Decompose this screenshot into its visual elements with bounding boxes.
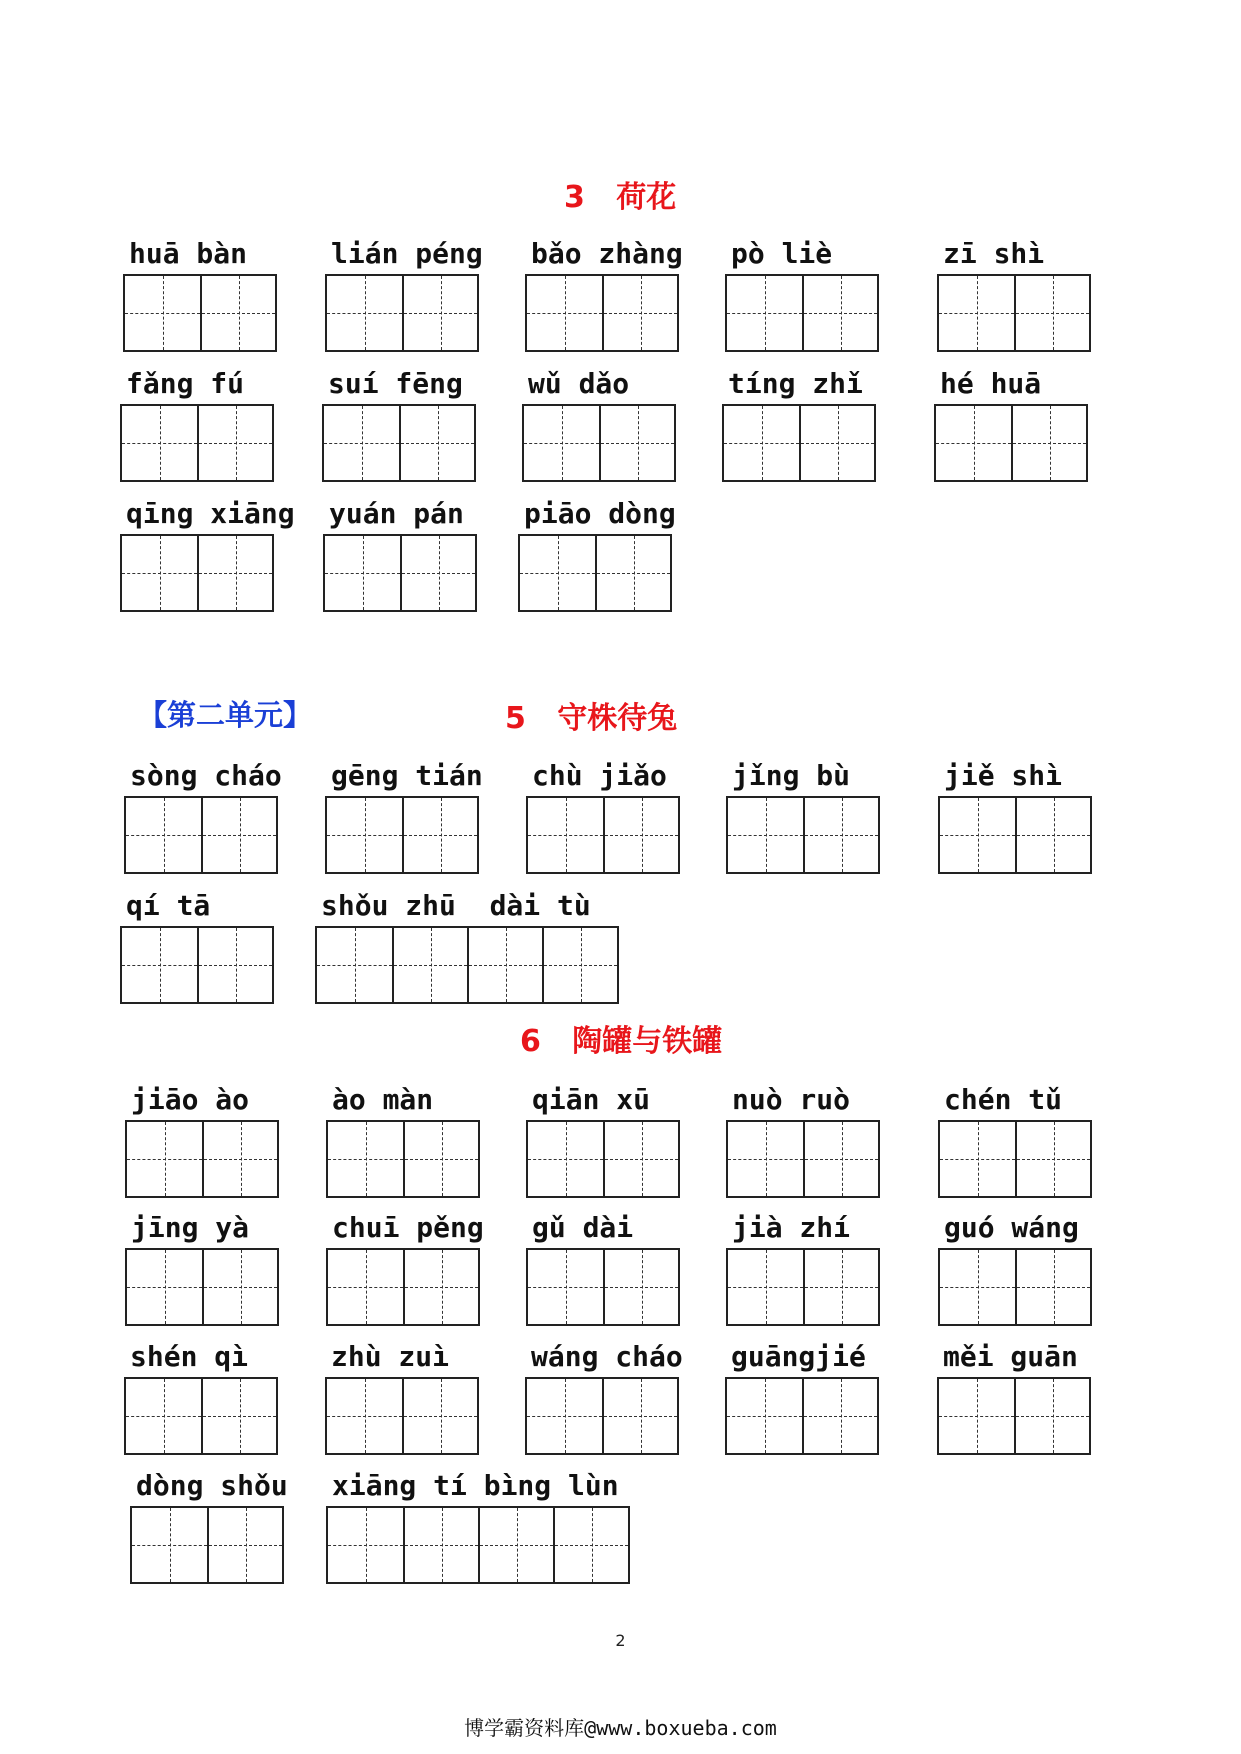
- character-box[interactable]: [403, 1122, 478, 1196]
- pinyin-label: fǎng fú: [126, 367, 245, 400]
- character-box[interactable]: [200, 276, 275, 350]
- character-box[interactable]: [201, 798, 276, 872]
- lesson-title-6: [520, 1016, 722, 1060]
- character-box[interactable]: [402, 798, 477, 872]
- pinyin-label: tíng zhǐ: [728, 367, 863, 400]
- tianzige-grid[interactable]: [938, 1248, 1092, 1326]
- tianzige-grid[interactable]: [934, 404, 1088, 482]
- pinyin-label: qiān xū: [532, 1083, 651, 1116]
- character-box[interactable]: [727, 276, 802, 350]
- tianzige-grid[interactable]: [322, 404, 476, 482]
- character-box[interactable]: [402, 276, 477, 350]
- character-box[interactable]: [202, 1122, 277, 1196]
- character-box[interactable]: [201, 1379, 276, 1453]
- character-box[interactable]: [327, 276, 402, 350]
- character-box[interactable]: [1011, 406, 1086, 480]
- character-box[interactable]: [327, 798, 402, 872]
- tianzige-grid[interactable]: [526, 1120, 680, 1198]
- character-box[interactable]: [392, 928, 467, 1002]
- pinyin-label: dòng shǒu: [136, 1469, 288, 1502]
- tianzige-grid[interactable]: [325, 1377, 479, 1455]
- pinyin-label: zī shì: [943, 237, 1045, 270]
- pinyin-label: shén qì: [130, 1340, 249, 1373]
- character-box[interactable]: [599, 406, 674, 480]
- pinyin-label: guó wáng: [944, 1211, 1079, 1244]
- character-box[interactable]: [727, 1379, 802, 1453]
- pinyin-label: nuò ruò: [732, 1083, 851, 1116]
- character-box[interactable]: [400, 536, 475, 610]
- character-box[interactable]: [1015, 798, 1090, 872]
- character-box[interactable]: [542, 928, 617, 1002]
- character-box[interactable]: [327, 1379, 402, 1453]
- tianzige-grid[interactable]: [726, 1120, 880, 1198]
- character-box[interactable]: [127, 1122, 202, 1196]
- tianzige-grid[interactable]: [326, 1248, 480, 1326]
- pinyin-label: jǐng bù: [732, 759, 851, 792]
- pinyin-label: xiāng tí bìng lùn: [332, 1469, 619, 1502]
- character-box[interactable]: [317, 928, 392, 1002]
- tianzige-grid[interactable]: [120, 534, 274, 612]
- lesson-name: 守株待兔: [557, 701, 678, 736]
- character-box[interactable]: [1015, 1122, 1090, 1196]
- pinyin-label: jià zhí: [732, 1211, 851, 1244]
- tianzige-grid[interactable]: [325, 796, 479, 874]
- character-box[interactable]: [728, 1250, 803, 1324]
- character-box[interactable]: [478, 1508, 553, 1582]
- footer-watermark: 博学霸资料库@www.boxueba.com: [464, 1716, 777, 1740]
- character-box[interactable]: [402, 1379, 477, 1453]
- character-box[interactable]: [595, 536, 670, 610]
- character-box[interactable]: [728, 798, 803, 872]
- tianzige-grid[interactable]: [120, 926, 274, 1004]
- pinyin-label: yuán pán: [329, 497, 464, 530]
- tianzige-grid[interactable]: [937, 274, 1091, 352]
- character-box[interactable]: [122, 928, 197, 1002]
- tianzige-grid[interactable]: [326, 1506, 630, 1584]
- character-box[interactable]: [325, 536, 400, 610]
- character-box[interactable]: [403, 1508, 478, 1582]
- tianzige-grid[interactable]: [125, 1120, 279, 1198]
- character-box[interactable]: [524, 406, 599, 480]
- tianzige-grid[interactable]: [722, 404, 876, 482]
- character-box[interactable]: [528, 798, 603, 872]
- unit-heading: 【第二单元】: [138, 698, 313, 732]
- pinyin-label: wǔ dǎo: [528, 367, 630, 400]
- character-box[interactable]: [127, 1250, 202, 1324]
- tianzige-grid[interactable]: [525, 274, 679, 352]
- tianzige-grid[interactable]: [725, 1377, 879, 1455]
- tianzige-grid[interactable]: [326, 1120, 480, 1198]
- character-box[interactable]: [936, 406, 1011, 480]
- tianzige-grid[interactable]: [526, 1248, 680, 1326]
- character-box[interactable]: [602, 1379, 677, 1453]
- character-box[interactable]: [528, 1250, 603, 1324]
- lesson-number: 3: [564, 180, 585, 215]
- pinyin-label: guāngjié: [731, 1340, 866, 1373]
- tianzige-grid[interactable]: [125, 1248, 279, 1326]
- character-box[interactable]: [1015, 1250, 1090, 1324]
- character-box[interactable]: [324, 406, 399, 480]
- pinyin-label: zhù zuì: [331, 1340, 450, 1373]
- tianzige-grid[interactable]: [726, 796, 880, 874]
- character-box[interactable]: [328, 1508, 403, 1582]
- pinyin-label: chén tǔ: [944, 1083, 1063, 1116]
- character-box[interactable]: [207, 1508, 282, 1582]
- pinyin-label: sòng cháo: [130, 759, 282, 792]
- character-box[interactable]: [802, 1379, 877, 1453]
- lesson-name: 荷花: [616, 180, 677, 215]
- tianzige-grid[interactable]: [315, 926, 619, 1004]
- character-box[interactable]: [940, 798, 1015, 872]
- character-box[interactable]: [802, 276, 877, 350]
- character-box[interactable]: [197, 536, 272, 610]
- character-box[interactable]: [126, 798, 201, 872]
- pinyin-label: suí fēng: [328, 367, 463, 400]
- pinyin-label: bǎo zhàng: [531, 237, 683, 270]
- tianzige-grid[interactable]: [938, 796, 1092, 874]
- pinyin-label: piāo dòng: [524, 497, 676, 530]
- character-box[interactable]: [122, 406, 197, 480]
- tianzige-grid[interactable]: [726, 1248, 880, 1326]
- tianzige-grid[interactable]: [325, 274, 479, 352]
- character-box[interactable]: [940, 1122, 1015, 1196]
- character-box[interactable]: [528, 1122, 603, 1196]
- character-box[interactable]: [527, 1379, 602, 1453]
- pinyin-label: jiě shì: [944, 759, 1063, 792]
- pinyin-label: qí tā: [126, 889, 211, 922]
- lesson-number: 6: [520, 1024, 541, 1059]
- character-box[interactable]: [126, 1379, 201, 1453]
- pinyin-label: gǔ dài: [532, 1211, 634, 1244]
- character-box[interactable]: [125, 276, 200, 350]
- pinyin-label: wáng cháo: [531, 1340, 683, 1373]
- tianzige-grid[interactable]: [130, 1506, 284, 1584]
- pinyin-label: gēng tián: [331, 759, 483, 792]
- character-box[interactable]: [603, 1250, 678, 1324]
- lesson-number: 5: [505, 701, 526, 736]
- character-box[interactable]: [803, 1250, 878, 1324]
- character-box[interactable]: [728, 1122, 803, 1196]
- character-box[interactable]: [1014, 276, 1089, 350]
- lesson-title-3: [564, 172, 676, 216]
- tianzige-grid[interactable]: [323, 534, 477, 612]
- pinyin-label: ào màn: [332, 1083, 434, 1116]
- character-box[interactable]: [1014, 1379, 1089, 1453]
- character-box[interactable]: [803, 798, 878, 872]
- page-number: 2: [615, 1631, 626, 1650]
- character-box[interactable]: [803, 1122, 878, 1196]
- character-box[interactable]: [799, 406, 874, 480]
- character-box[interactable]: [467, 928, 542, 1002]
- character-box[interactable]: [403, 1250, 478, 1324]
- tianzige-grid[interactable]: [518, 534, 672, 612]
- character-box[interactable]: [197, 406, 272, 480]
- tianzige-grid[interactable]: [526, 796, 680, 874]
- character-box[interactable]: [553, 1508, 628, 1582]
- pinyin-label: shǒu zhū dài tù: [321, 889, 591, 922]
- character-box[interactable]: [939, 276, 1014, 350]
- pinyin-label: měi guān: [943, 1340, 1078, 1373]
- pinyin-label: lián péng: [331, 237, 483, 270]
- lesson-name: 陶罐与铁罐: [572, 1024, 723, 1059]
- character-box[interactable]: [328, 1250, 403, 1324]
- character-box[interactable]: [940, 1250, 1015, 1324]
- tianzige-grid[interactable]: [522, 404, 676, 482]
- pinyin-label: chuī pěng: [332, 1211, 484, 1244]
- tianzige-grid[interactable]: [124, 796, 278, 874]
- tianzige-grid[interactable]: [938, 1120, 1092, 1198]
- character-box[interactable]: [603, 798, 678, 872]
- character-box[interactable]: [197, 928, 272, 1002]
- character-box[interactable]: [939, 1379, 1014, 1453]
- character-box[interactable]: [122, 536, 197, 610]
- tianzige-grid[interactable]: [937, 1377, 1091, 1455]
- character-box[interactable]: [724, 406, 799, 480]
- pinyin-label: huā bàn: [129, 237, 248, 270]
- pinyin-label: jiāo ào: [131, 1083, 250, 1116]
- pinyin-label: chù jiǎo: [532, 759, 667, 792]
- pinyin-label: pò liè: [731, 237, 833, 270]
- pinyin-label: qīng xiāng: [126, 497, 295, 530]
- tianzige-grid[interactable]: [124, 1377, 278, 1455]
- character-box[interactable]: [202, 1250, 277, 1324]
- character-box[interactable]: [399, 406, 474, 480]
- character-box[interactable]: [520, 536, 595, 610]
- pinyin-label: jīng yà: [131, 1211, 250, 1244]
- tianzige-grid[interactable]: [725, 274, 879, 352]
- tianzige-grid[interactable]: [525, 1377, 679, 1455]
- pinyin-label: hé huā: [940, 367, 1042, 400]
- character-box[interactable]: [602, 276, 677, 350]
- character-box[interactable]: [132, 1508, 207, 1582]
- character-box[interactable]: [527, 276, 602, 350]
- tianzige-grid[interactable]: [120, 404, 274, 482]
- lesson-title-5: [505, 693, 677, 737]
- character-box[interactable]: [328, 1122, 403, 1196]
- character-box[interactable]: [603, 1122, 678, 1196]
- tianzige-grid[interactable]: [123, 274, 277, 352]
